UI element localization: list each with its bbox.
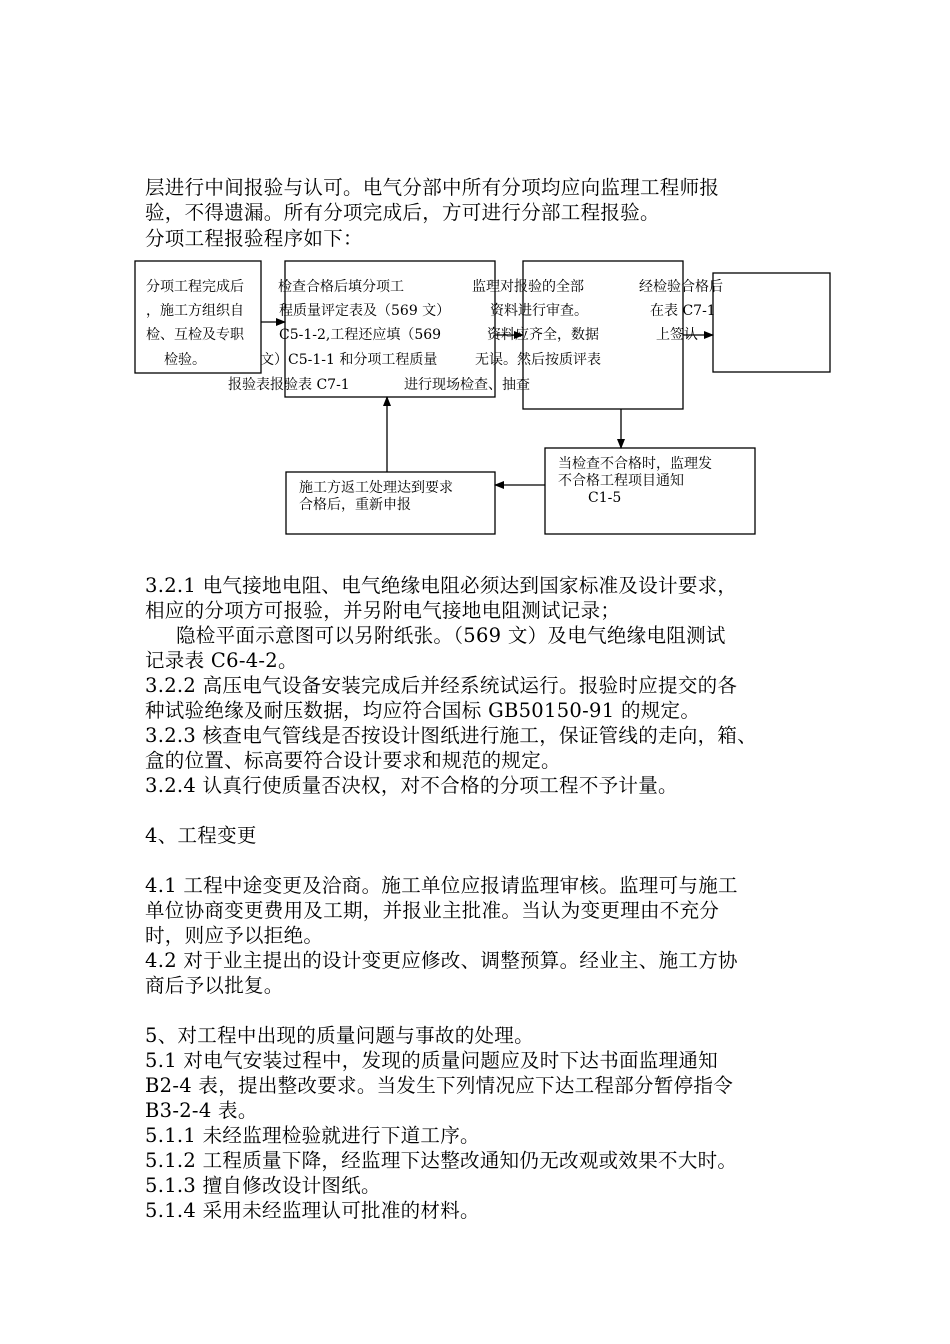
flow-box-3-text: 资料进行审查。 [490,303,588,319]
flow-box-4-text: 在表 C7-1 [650,303,716,319]
flow-box-3-text: 资料应齐全，数据 [487,327,599,343]
flow-box-fail-text: C1-5 [588,490,622,506]
flow-box-2-text: 报验表报验表 C7-1 [228,377,350,393]
paragraph-line: 层进行中间报验与认可。电气分部中所有分项均应向监理工程师报 [145,176,720,199]
body-line: 3.2.3 核查电气管线是否按设计图纸进行施工，保证管线的走向，箱、 [145,724,758,747]
flow-box-3-text: 监理对报验的全部 [472,279,584,295]
body-line: 5.1.4 采用未经监理认可批准的材料。 [145,1199,480,1222]
flow-box-1-text: ，施工方组织自 [146,303,244,319]
body-line: B2-4 表，提出整改要求。当发生下列情况应下达工程部分暂停指令 [145,1074,734,1097]
paragraph-line: 分项工程报验程序如下： [145,227,363,250]
body-line: 3.2.4 认真行使质量否决权，对不合格的分项工程不予计量。 [145,774,678,797]
flow-box-2-text: 检查合格后填分项工 [278,279,404,295]
flow-box-2-text: 程质量评定表及（569 文） [279,303,451,319]
body-line: 3.2.2 高压电气设备安装完成后并经系统试运行。报验时应提交的各 [145,674,738,697]
body-line: 种试验绝缘及耐压数据，均应符合国标 GB50150-91 的规定。 [145,699,701,722]
body-line: 5.1 对电气安装过程中，发现的质量问题应及时下达书面监理通知 [145,1049,719,1072]
body-line: 相应的分项方可报验，并另附电气接地电阻测试记录； [145,599,621,622]
body-line: 3.2.1 电气接地电阻、电气绝缘电阻必须达到国家标准及设计要求， [145,574,738,597]
flow-box-2-text: C5-1-2,工程还应填（569 [279,327,442,343]
flow-box-1-text: 分项工程完成后 [146,279,244,295]
flow-box-return-text: 施工方返工处理达到要求 [299,480,453,496]
flow-box-2-text: 文）C5-1-1 和分项工程质量 [260,352,438,368]
body-line: 4.2 对于业主提出的设计变更应修改、调整预算。经业主、施工方协 [145,949,738,972]
flow-box-4 [713,273,830,372]
body-line: 记录表 C6-4-2。 [145,649,298,672]
flow-box-3-text: 无误。然后按质评表 [475,352,601,368]
body-line: 4.1 工程中途变更及洽商。施工单位应报请监理审核。监理可与施工 [145,874,738,897]
body-line: 单位协商变更费用及工期，并报业主批准。当认为变更理由不充分 [145,899,720,922]
body-line: 盒的位置、标高要符合设计要求和规范的规定。 [145,749,561,772]
flow-box-1-text: 检验。 [164,352,206,368]
flow-box-4-text: 上签认 [656,327,698,343]
body-line: 时，则应予以拒绝。 [145,924,324,947]
body-line: 5.1.1 未经监理检验就进行下道工序。 [145,1124,480,1147]
flow-box-fail-text: 不合格工程项目通知 [558,473,684,489]
flow-box-fail-text: 当检查不合格时，监理发 [558,456,712,472]
flow-box-1-text: 检、互检及专职 [146,327,244,343]
body-line: 商后予以批复。 [145,974,284,997]
body-line: B3-2-4 表。 [145,1099,258,1122]
flow-box-return-text: 合格后，重新申报 [299,497,411,513]
section-heading: 4、工程变更 [145,824,257,847]
body-line: 隐检平面示意图可以另附纸张。（569 文）及电气绝缘电阻测试 [176,624,726,647]
flow-box-4-text: 经检验合格后 [639,279,723,295]
flow-box-3-text: 进行现场检查、抽查 [404,377,530,393]
body-line: 5.1.3 擅自修改设计图纸。 [145,1174,381,1197]
section-heading: 5、对工程中出现的质量问题与事故的处理。 [145,1024,534,1047]
paragraph-line: 验，不得遗漏。所有分项完成后，方可进行分部工程报验。 [145,201,660,224]
body-line: 5.1.2 工程质量下降，经监理下达整改通知仍无改观或效果不大时。 [145,1149,738,1172]
